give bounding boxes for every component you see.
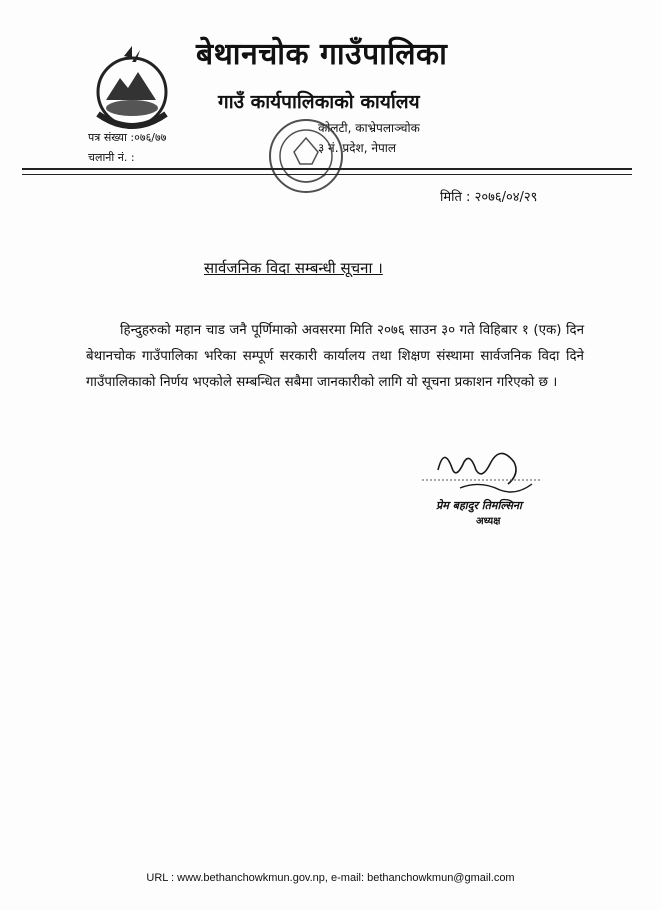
- reference-label: पत्र संख्या :: [88, 131, 135, 144]
- notice-title: सार्वजनिक विदा सम्बन्धी सूचना ।: [204, 259, 383, 277]
- date-label: मिति :: [440, 190, 471, 205]
- date-value: २०७६/०४/२९: [474, 190, 538, 205]
- nepal-emblem-icon: [86, 42, 178, 134]
- header-rule-thick: [22, 168, 632, 170]
- notice-body-wrapper: [86, 318, 584, 396]
- address-line-1: कोलटी, काभ्रेपलाञ्चोक: [318, 121, 420, 135]
- office-subtitle: गाउँ कार्यपालिकाको कार्यालय: [218, 91, 420, 113]
- header-rule-thin: [22, 174, 632, 175]
- footer-contact: URL : www.bethanchowkmun.gov.np, e-mail: bethanchowkmun@gmail.com: [146, 872, 515, 884]
- office-stamp-icon: [264, 112, 348, 202]
- reference-value: ०७६/७७: [134, 131, 167, 144]
- signatory-designation: अध्यक्ष: [476, 516, 501, 527]
- address-line-2: ३ नं. प्रदेश, नेपाल: [318, 141, 397, 155]
- municipality-title: बेथानचोक गाउँपालिका: [196, 37, 448, 72]
- dispatch-number-label: चलानी नं. :: [88, 151, 135, 164]
- signatory-name: प्रेम बहादुर तिमल्सिना: [436, 499, 522, 512]
- letter-date: [440, 187, 537, 205]
- notice-body: हिन्दुहरुको महान चाड जनै पूर्णिमाको अवसरमा मिति २०७६ साउन ३० गते विहिबार १ (एक) दिन बेथानचोक गाउँपालिका भरिका सम्पूर्ण सरकारी कार्यालय तथा शिक्षण संस्थामा सार्वजनिक विदा दिने गाउँपालिकाको निर्णय भएकोले सम्बन्धित सबैमा जानकारीको लागि यो सूचना प्रकाशन गरिएको छ ।: [86, 323, 584, 390]
- reference-block: [88, 128, 166, 168]
- reference-number: [88, 128, 166, 148]
